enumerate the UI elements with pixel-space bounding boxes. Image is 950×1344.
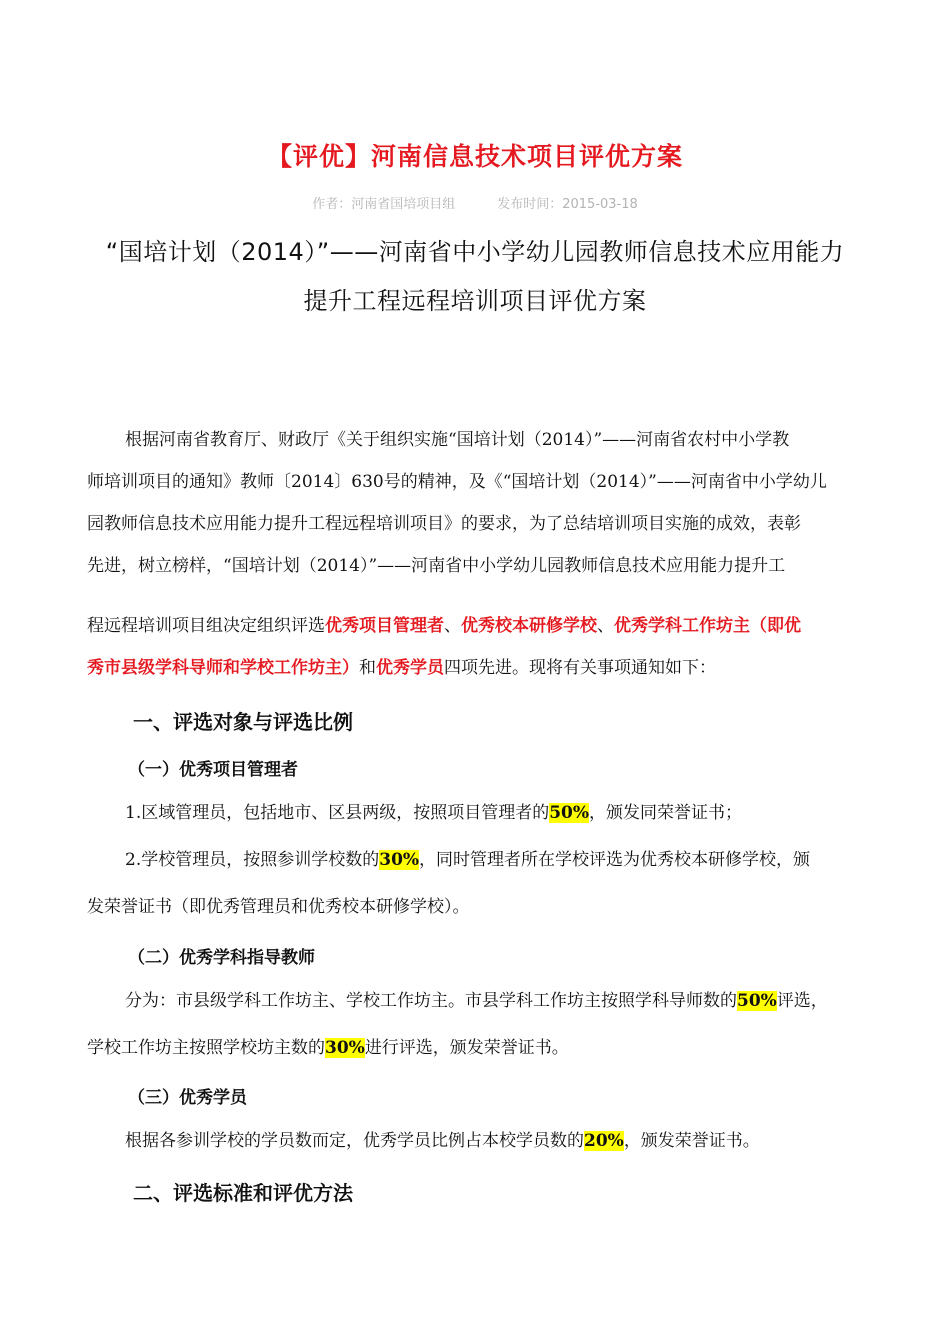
section-1-heading: 一、评选对象与评选比例 [133, 710, 353, 734]
ratio-highlight: 30% [325, 1038, 365, 1058]
teacher-line-1: 分为：市县级学科工作坊主、学校工作坊主。市县学科工作坊主按照学科导师数的50%评选， [125, 991, 828, 1011]
intro-line-1: 根据河南省教育厅、财政厅《关于组织实施“国培计划（2014）”——河南省农村中小学教 [125, 430, 790, 450]
intro-line-2: 师培训项目的通知》教师〔2014〕630号的精神，及《“国培计划（2014）”——河南省中小学幼儿 [87, 472, 827, 492]
section-2-heading: 二、评选标准和评优方法 [133, 1181, 353, 1205]
award-item-student: 优秀学员 [376, 658, 444, 678]
student-line-1: 根据各参训学校的学员数而定，优秀学员比例占本校学员数的20%，颁发荣誉证书。 [125, 1131, 760, 1151]
article-meta [0, 193, 950, 212]
intro-line-6: 秀市县级学科导师和学校工作坊主）和优秀学员四项先进。现将有关事项通知如下： [87, 658, 716, 678]
manager-item-2: 2.学校管理员，按照参训学校数的30%，同时管理者所在学校评选为优秀校本研修学校，颁 [125, 850, 811, 870]
intro-line-3: 园教师信息技术应用能力提升工程远程培训项目》的要求，为了总结培训项目实施的成效，表彰 [87, 514, 801, 534]
subsection-1-heading: （一）优秀项目管理者 [128, 760, 298, 780]
subsection-3-heading: （三）优秀学员 [128, 1088, 247, 1108]
publish-date: 发布时间：2015-03-18 [497, 197, 638, 212]
manager-item-1: 1.区域管理员，包括地市、区县两级，按照项目管理者的50%，颁发同荣誉证书； [125, 803, 743, 823]
teacher-line-2: 学校工作坊主按照学校坊主数的30%进行评选，颁发荣誉证书。 [87, 1038, 569, 1058]
award-item-school: 优秀校本研修学校 [461, 616, 597, 636]
ratio-highlight: 30% [379, 850, 420, 870]
award-item-workshop: 优秀学科工作坊主（即优 [614, 616, 801, 636]
award-item-manager: 优秀项目管理者 [325, 616, 444, 636]
ratio-highlight: 50% [737, 991, 777, 1011]
author-label: 作者：河南省国培项目组 [312, 197, 456, 212]
intro-line-5: 程远程培训项目组决定组织评选优秀项目管理者、优秀校本研修学校、优秀学科工作坊主（即优 [87, 616, 801, 636]
ratio-highlight: 50% [549, 803, 590, 823]
document-title-line-2: 提升工程远程培训项目评优方案 [303, 287, 647, 315]
article-title: 【评优】河南信息技术项目评优方案 [266, 142, 683, 171]
subsection-2-heading: （二）优秀学科指导教师 [128, 948, 315, 968]
ratio-highlight: 20% [584, 1131, 624, 1151]
intro-line-4: 先进，树立榜样，“国培计划（2014）”——河南省中小学幼儿园教师信息技术应用能力提升工 [87, 556, 786, 576]
document-title-line-1: “国培计划（2014）”——河南省中小学幼儿园教师信息技术应用能力 [105, 238, 845, 266]
manager-item-2-cont: 发荣誉证书（即优秀管理员和优秀校本研修学校）。 [87, 897, 470, 917]
